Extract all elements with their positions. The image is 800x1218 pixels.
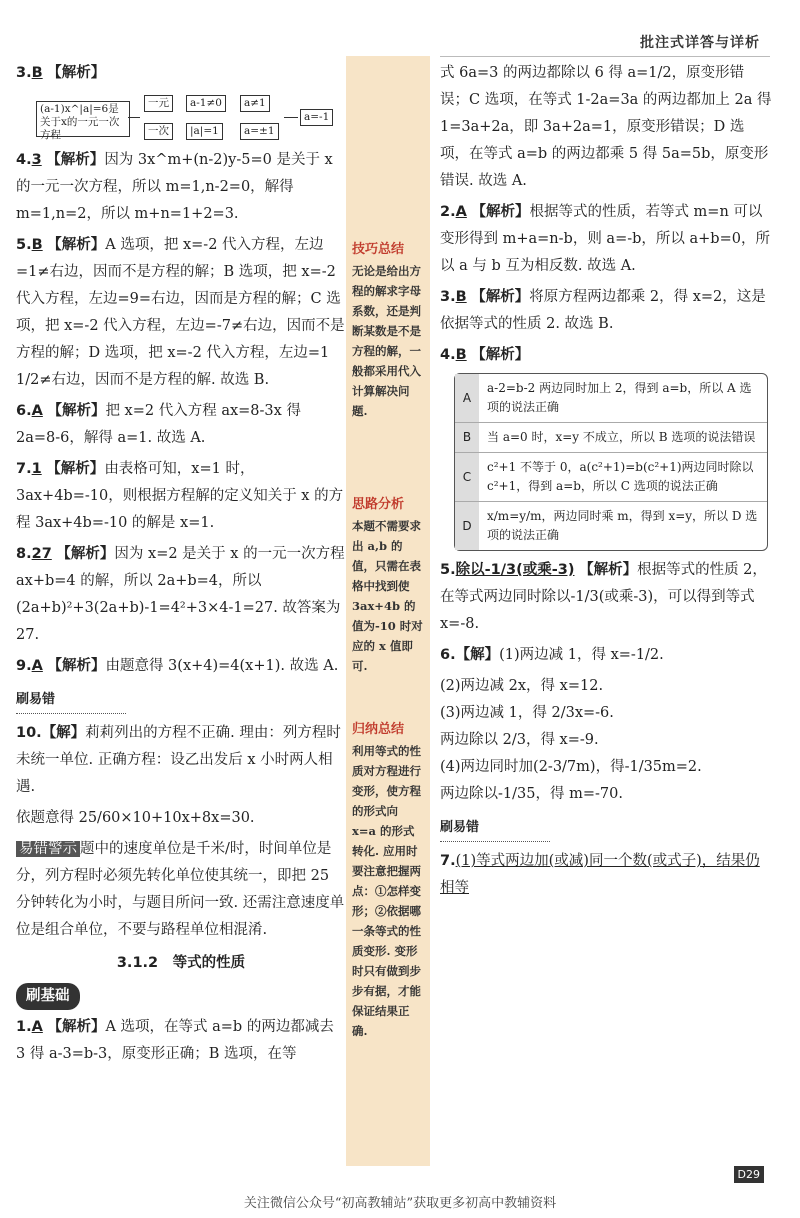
flow-b1b: a≠1: [240, 95, 270, 112]
flow-b2a: |a|=1: [186, 123, 223, 140]
item-3b: 3.B 【解析】将原方程两边都乘 2，得 x=2，这是依据等式的性质 2. 故选 B.: [440, 289, 766, 332]
item-6-line: (2)两边减 2x，得 x=12.: [440, 678, 604, 694]
item-9: 9.A 【解析】由题意得 3(x+4)=4(x+1). 故选 A.: [16, 658, 339, 674]
item-5: 5.B 【解析】A 选项，把 x=-2 代入方程，左边=1≠右边，因而不是方程的解；B 选项，把 x=-2 代入方程，左边=9=右边，因而是方程的解；C 选项，把 x=-2 代入方程，左边=-7≠右边，因而不是方程的解；D 选项，把 x=-2 代入方程，左边=1 1/2≠右边，因而不是方程的解. 故选 B.: [16, 237, 345, 388]
warning-label: 易错警示: [16, 841, 80, 857]
item-6-line: 两边除以-1/35，得 m=-70.: [440, 786, 623, 802]
right-continuation: 式 6a=3 的两边都除以 6 得 a=1/2，原变形错误；C 选项，在等式 1-2a=3a 的两边都加上 2a 得 1=3a+2a，即 3a+2a=1，原变形错误；D 选项，在等式 a=b 的两边都乘 5 得 5a=5b，原变形错误. 故选 A.: [440, 65, 772, 189]
item-10: 10.【解】莉莉列出的方程不正确. 理由：列方程时未统一单位. 正确方程：设乙出发后 x 小时两人相遇.: [16, 725, 341, 795]
section-subtitle: 3.1.2 等式的性质: [116, 955, 246, 971]
item-2: 2.A 【解析】根据等式的性质，若等式 m=n 可以变形得到 m+a=n-b，则 a=-b，所以 a+b=0，所以 a 与 b 互为相反数. 故选 A.: [440, 204, 770, 274]
note-head: 归纳总结: [352, 722, 405, 737]
item-4: 4.3 【解析】因为 3x^m+(n-2)y-5=0 是关于 x 的一元一次方程，所以 m=1,n-2=0，解得 m=1,n=2，所以 m+n=1+2=3.: [16, 152, 333, 222]
note-body: 无论是给出方程的解求字母系数，还是判断某数是不是方程的解，一般都采用代入计算解决问题.: [352, 264, 421, 418]
basic-badge: 刷基础: [16, 983, 80, 1010]
note-head: 技巧总结: [352, 242, 405, 257]
table-row: B 当 a=0 时，x=y 不成立，所以 B 选项的说法错误: [455, 423, 767, 453]
flow-b1a: a-1≠0: [186, 95, 226, 112]
item-6-line: (3)两边减 1，得 2/3x=-6.: [440, 705, 614, 721]
item-7: 7.1 【解析】由表格可知，x=1 时，3ax+4b=-10，则根据方程解的定义知关于 x 的方程 3ax+4b=-10 的解是 x=1.: [16, 461, 344, 531]
item-10-equation: 依题意得 25/60×10+10x+8x=30.: [16, 810, 255, 826]
flow-start: (a-1)x^|a|=6是关于x的一元一次方程: [36, 101, 130, 137]
item-4b: 4.B 【解析】: [440, 347, 530, 363]
item-5b: 5.除以-1/3(或乘-3) 【解析】根据等式的性质 2，在等式两边同时除以-1/3(或乘-3)，可以得到等式 x=-8.: [440, 562, 767, 632]
item-6: 6.A 【解析】把 x=2 代入方程 ax=8-3x 得 2a=8-6，解得 a=1. 故选 A.: [16, 403, 301, 446]
item-3: 3.B 【解析】: [16, 65, 106, 81]
section-error-prone: 刷易错: [16, 686, 126, 714]
table-row: C c²+1 不等于 0，a(c²+1)=b(c²+1)两边同时除以 c²+1，得到 a=b，所以 C 选项的说法正确: [455, 453, 767, 502]
item-6-line: (4)两边同时加(2-3/7m)，得-1/35m=2.: [440, 759, 702, 775]
sidebar-notes: [346, 56, 430, 1166]
note-body: 利用等式的性质对方程进行变形，使方程的形式向 x=a 的形式转化. 应用时要注意把握两点：①怎样变形；②依据哪一条等式的性质变形. 变形时只有做到步步有据，才能保证结果正确.: [352, 744, 421, 1038]
flow-line: [284, 117, 298, 118]
item-6-line: 两边除以 2/3，得 x=-9.: [440, 732, 599, 748]
warning-note: 易错警示 题中的速度单位是千米/时，时间单位是分，列方程时必须先转化单位使其统一，即把 25 分钟转化为小时，与题目所问一致. 还需注意速度单位是组合单位，不要与路程单位相混淆.: [16, 841, 345, 938]
item-6b: 6.【解】(1)两边减 1，得 x=-1/2.: [440, 647, 664, 663]
flow-b2b: a=±1: [240, 123, 279, 140]
item-8: 8.27 【解析】因为 x=2 是关于 x 的一元一次方程 ax+b=4 的解，所以 2a+b=4，所以(2a+b)²+3(2a+b)-1=4²+3×4-1=27. 故答案为 27.: [16, 546, 345, 643]
note-body: 本题不需要求出 a,b 的值，只需在表格中找到使 3ax+4b 的值为-10 时对应的 x 值即可.: [352, 519, 423, 673]
item-7b: 7.(1)等式两边加(或减)同一个数(或式子)，结果仍相等: [440, 853, 760, 896]
right-column: [440, 56, 772, 906]
page-header: 批注式详答与详析: [640, 35, 760, 51]
footer-note: 关注微信公众号“初高教辅站”获取更多初高中教辅资料: [243, 1196, 557, 1211]
flow-diagram: [16, 93, 346, 141]
note-head: 思路分析: [352, 497, 405, 512]
basic-badge-row: [16, 983, 346, 1010]
section-error-prone-2: 刷易错: [440, 814, 550, 842]
item-1: 1.A 【解析】A 选项，在等式 a=b 的两边都减去 3 得 a-3=b-3，原变形正确；B 选项，在等: [16, 1019, 334, 1062]
table-row: A a-2=b-2 两边同时加上 2，得到 a=b，所以 A 选项的说法正确: [455, 374, 767, 423]
page-number: D29: [734, 1166, 764, 1183]
flow-end: a=-1: [300, 109, 333, 126]
left-column: [16, 56, 346, 1072]
flow-line: [128, 117, 140, 118]
flow-b2: 一次: [144, 123, 173, 140]
options-table: [454, 373, 768, 551]
table-row: D x/m=y/m，两边同时乘 m，得到 x=y，所以 D 选项的说法正确: [455, 502, 767, 550]
flow-b1: 一元: [144, 95, 173, 112]
